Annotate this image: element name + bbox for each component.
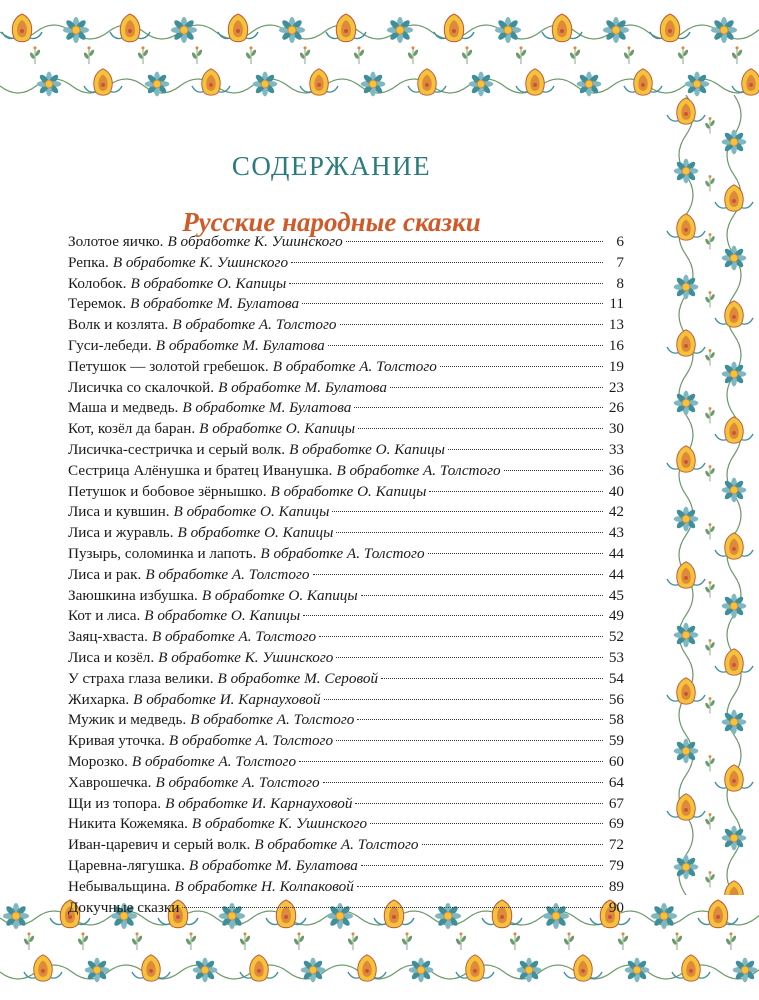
dot-leader <box>336 656 603 658</box>
floral-motif-icon <box>725 932 737 950</box>
floral-motif-icon <box>456 955 494 981</box>
toc-entry <box>68 544 624 565</box>
floral-motif-icon <box>617 932 629 950</box>
floral-motif-icon <box>704 117 715 133</box>
toc-entry-adaptation: В обработке М. Булатова <box>155 336 325 354</box>
dot-leader <box>319 635 603 637</box>
toc-entry-title: Кот и лиса. <box>68 607 141 625</box>
toc-entry-title: Колобок. <box>68 274 127 292</box>
toc-entry-adaptation: В обработке М. Булатова <box>188 856 358 874</box>
floral-motif-icon <box>667 214 705 240</box>
toc-entry-title: Лиса и козёл. <box>68 648 155 666</box>
floral-motif-icon <box>722 362 747 387</box>
toc-entry <box>68 627 624 648</box>
toc-entry-page-number: 58 <box>608 711 624 729</box>
dot-leader <box>336 531 603 533</box>
toc-entry-page-number: 40 <box>608 482 624 500</box>
toc-entry-title: Щи из топора. <box>68 794 162 812</box>
toc-entry-title: Петушок и бобовое зёрнышко. <box>68 482 267 500</box>
floral-motif-icon <box>145 72 170 97</box>
dot-leader <box>370 822 603 824</box>
toc-entry-page-number: 16 <box>608 336 624 354</box>
toc-entry-title: Лиса и рак. <box>68 565 142 583</box>
toc-entry-adaptation: В обработке И. Карнауховой <box>165 794 353 812</box>
floral-motif-icon <box>711 17 737 43</box>
toc-entry-adaptation: В обработке А. Толстого <box>155 773 320 791</box>
floral-motif-icon <box>624 69 662 95</box>
dot-leader <box>336 739 603 741</box>
toc-entry-title: Лиса и кувшин. <box>68 503 170 521</box>
toc-entry <box>68 710 624 731</box>
toc-entry-page-number: 30 <box>608 420 624 438</box>
floral-motif-icon <box>83 46 95 64</box>
floral-motif-icon <box>685 72 710 97</box>
toc-entry <box>68 502 624 523</box>
toc-entry <box>68 877 624 898</box>
floral-motif-icon <box>131 932 143 950</box>
dot-leader <box>357 885 603 887</box>
dot-leader <box>390 386 603 388</box>
floral-motif-icon <box>517 958 542 983</box>
dot-leader <box>361 594 603 596</box>
floral-motif-icon <box>37 72 62 97</box>
floral-motif-icon <box>667 330 705 356</box>
toc-entry <box>68 315 624 336</box>
toc-entry-page-number: 64 <box>608 773 624 791</box>
toc-entry-adaptation: В обработке А. Толстого <box>151 628 317 646</box>
dot-leader <box>358 427 603 429</box>
floral-motif-icon <box>185 932 197 950</box>
floral-motif-icon <box>218 14 258 42</box>
toc-entry <box>68 253 624 274</box>
toc-entry-title: Лисичка со скалочкой. <box>68 378 215 396</box>
toc-entry-page-number: 45 <box>608 586 624 604</box>
toc-entry <box>68 336 624 357</box>
toc-entry-adaptation: В обработке М. Булатова <box>218 378 388 396</box>
floral-motif-icon <box>110 14 150 42</box>
toc-entry-adaptation: В обработке О. Капицы <box>201 586 358 604</box>
toc-entry-adaptation: В обработке К. Ушинского <box>112 253 289 271</box>
floral-motif-icon <box>455 932 467 950</box>
floral-motif-icon <box>650 14 690 42</box>
toc-entry <box>68 586 624 607</box>
toc-entry-page-number: 59 <box>608 732 624 750</box>
floral-motif-icon <box>732 69 759 95</box>
toc-entry-title: Теремок. <box>68 295 127 313</box>
floral-motif-icon <box>63 17 89 43</box>
toc-entry <box>68 814 624 835</box>
dot-leader <box>328 344 603 346</box>
floral-motif-icon <box>651 903 677 929</box>
floral-motif-icon <box>515 46 527 64</box>
toc-entry-page-number: 11 <box>609 295 624 313</box>
floral-motif-icon <box>171 17 197 43</box>
dot-leader <box>422 843 603 845</box>
floral-motif-icon <box>704 697 715 713</box>
toc-entry-adaptation: В обработке О. Капицы <box>270 482 427 500</box>
toc-entry-title: Морозко. <box>68 752 128 770</box>
toc-entry-title: Заюшкина избушка. <box>68 586 198 604</box>
toc-entry <box>68 752 624 773</box>
dot-leader <box>299 760 603 762</box>
floral-motif-icon <box>667 98 705 124</box>
toc-entry-title: Хаврошечка. <box>68 773 152 791</box>
toc-entry-title: Сестрица Алёнушка и братец Иванушка. <box>68 461 333 479</box>
floral-motif-icon <box>434 14 474 42</box>
floral-motif-icon <box>569 46 581 64</box>
toc-entry <box>68 565 624 586</box>
toc-entry-title: Небывальщина. <box>68 877 171 895</box>
toc-entry <box>68 669 624 690</box>
table-of-contents <box>68 232 624 918</box>
toc-entry-page-number: 8 <box>616 274 624 292</box>
toc-entry <box>68 378 624 399</box>
toc-entry-adaptation: В обработке А. Толстого <box>260 544 425 562</box>
floral-motif-icon <box>704 581 715 597</box>
floral-motif-icon <box>671 932 683 950</box>
floral-motif-icon <box>722 246 747 271</box>
floral-motif-icon <box>77 932 89 950</box>
floral-motif-icon <box>240 955 278 981</box>
dot-leader <box>504 469 603 471</box>
floral-motif-icon <box>704 755 715 771</box>
toc-entry <box>68 898 624 919</box>
toc-entry-title: Иван-царевич и серый волк. <box>68 836 251 854</box>
toc-entry-adaptation: В обработке А. Толстого <box>168 732 334 750</box>
toc-entry-page-number: 42 <box>608 503 624 521</box>
dot-leader <box>361 864 603 866</box>
toc-entry-title: Лиса и журавль. <box>68 524 174 542</box>
floral-motif-icon <box>674 623 699 648</box>
toc-entry-page-number: 52 <box>608 628 624 646</box>
toc-entry-page-number: 6 <box>616 233 624 250</box>
toc-entry-title: Репка. <box>68 253 109 271</box>
toc-entry-title: Докучные сказки <box>68 898 180 916</box>
floral-motif-icon <box>24 955 62 981</box>
floral-motif-icon <box>469 72 494 97</box>
floral-motif-icon <box>326 14 366 42</box>
floral-motif-icon <box>563 932 575 950</box>
floral-motif-icon <box>674 507 699 532</box>
toc-entry-adaptation: В обработке А. Толстого <box>254 836 419 854</box>
toc-entry-adaptation: В обработке А. Толстого <box>145 565 310 583</box>
toc-entry-adaptation: В обработке А. Толстого <box>272 357 437 375</box>
floral-motif-icon <box>409 958 434 983</box>
toc-entry-title: Кот, козёл да баран. <box>68 420 196 438</box>
toc-entry-page-number: 44 <box>608 544 624 562</box>
floral-motif-icon <box>193 958 218 983</box>
floral-motif-icon <box>299 46 311 64</box>
toc-entry-adaptation: В обработке А. Толстого <box>172 316 337 334</box>
floral-motif-icon <box>698 900 738 928</box>
section-title: Русские народные сказки <box>182 207 481 238</box>
toc-entry-title: Мужик и медведь. <box>68 711 187 729</box>
toc-entry <box>68 773 624 794</box>
dot-leader <box>332 510 603 512</box>
toc-entry <box>68 294 624 315</box>
floral-motif-icon <box>408 69 446 95</box>
dot-leader <box>429 490 603 492</box>
toc-entry <box>68 419 624 440</box>
toc-entry-adaptation: В обработке И. Карнауховой <box>133 690 321 708</box>
floral-motif-icon <box>674 159 699 184</box>
floral-motif-icon <box>667 446 705 472</box>
toc-entry-adaptation: В обработке О. Капицы <box>289 440 445 458</box>
floral-motif-icon <box>253 72 278 97</box>
floral-motif-icon <box>715 185 753 211</box>
toc-entry-title: Кривая уточка. <box>68 732 165 750</box>
dot-leader <box>428 552 603 554</box>
floral-motif-icon <box>667 678 705 704</box>
toc-entry-title: Лисичка-сестричка и серый волк. <box>68 440 286 458</box>
floral-motif-icon <box>704 465 715 481</box>
floral-motif-icon <box>704 523 715 539</box>
toc-entry-adaptation: В обработке А. Толстого <box>131 752 297 770</box>
toc-entry-title: Пузырь, соломинка и лапоть. <box>68 544 257 562</box>
floral-motif-icon <box>704 407 715 423</box>
toc-entry-title: Жихарка. <box>68 690 130 708</box>
toc-entry-page-number: 69 <box>608 815 624 833</box>
toc-entry-adaptation: В обработке О. Капицы <box>130 274 287 292</box>
dot-leader <box>324 698 603 700</box>
toc-entry-page-number: 13 <box>608 316 624 334</box>
floral-motif-icon <box>715 649 753 675</box>
toc-entry-adaptation: В обработке А. Толстого <box>336 461 501 479</box>
toc-entry-page-number: 33 <box>608 440 624 458</box>
floral-motif-icon <box>387 17 413 43</box>
floral-motif-icon <box>674 855 699 880</box>
dot-leader <box>323 781 603 783</box>
toc-entry-title: Петушок — золотой гребешок. <box>68 357 269 375</box>
floral-motif-icon <box>245 46 257 64</box>
floral-motif-icon <box>722 130 747 155</box>
floral-motif-icon <box>704 291 715 307</box>
floral-motif-icon <box>293 932 305 950</box>
toc-entry-page-number: 90 <box>608 898 624 916</box>
toc-entry <box>68 232 624 253</box>
floral-motif-icon <box>407 46 419 64</box>
toc-entry-page-number: 53 <box>608 648 624 666</box>
toc-entry <box>68 648 624 669</box>
floral-motif-icon <box>300 69 338 95</box>
floral-motif-icon <box>672 955 710 981</box>
floral-motif-icon <box>361 72 386 97</box>
floral-motif-icon <box>715 765 753 791</box>
ornamental-border-top <box>0 0 759 110</box>
dot-leader <box>440 365 603 367</box>
toc-entry-page-number: 23 <box>608 378 624 396</box>
toc-entry-title: Никита Кожемяка. <box>68 815 188 833</box>
toc-entry-page-number: 43 <box>608 524 624 542</box>
toc-entry-title: У страха глаза велики. <box>68 669 214 687</box>
dot-leader <box>354 406 603 408</box>
floral-motif-icon <box>625 958 650 983</box>
floral-motif-icon <box>722 826 747 851</box>
toc-entry-adaptation: В обработке М. Серовой <box>217 669 379 687</box>
toc-entry <box>68 606 624 627</box>
toc-entry <box>68 835 624 856</box>
floral-motif-icon <box>733 958 758 983</box>
toc-entry <box>68 523 624 544</box>
floral-motif-icon <box>722 594 747 619</box>
toc-entry-adaptation: В обработке О. Капицы <box>173 503 330 521</box>
toc-entry-title: Золотое яичко. <box>68 233 164 250</box>
floral-motif-icon <box>495 17 521 43</box>
floral-motif-icon <box>715 533 753 559</box>
floral-motif-icon <box>715 417 753 443</box>
floral-motif-icon <box>722 478 747 503</box>
floral-motif-icon <box>704 349 715 365</box>
dot-leader <box>355 802 603 804</box>
floral-motif-icon <box>461 46 473 64</box>
dot-leader <box>289 282 603 284</box>
toc-entry <box>68 398 624 419</box>
floral-motif-icon <box>603 17 629 43</box>
floral-motif-icon <box>347 932 359 950</box>
toc-entry-adaptation: В обработке К. Ушинского <box>167 233 343 250</box>
floral-motif-icon <box>137 46 149 64</box>
toc-entry-title: Гуси-лебеди. <box>68 336 152 354</box>
toc-entry-page-number: 54 <box>608 669 624 687</box>
floral-motif-icon <box>674 391 699 416</box>
toc-entry-page-number: 49 <box>608 607 624 625</box>
floral-motif-icon <box>623 46 635 64</box>
floral-motif-icon <box>667 562 705 588</box>
toc-entry-page-number: 56 <box>608 690 624 708</box>
toc-entry-adaptation: В обработке А. Толстого <box>190 711 355 729</box>
toc-entry <box>68 690 624 711</box>
toc-entry-adaptation: В обработке К. Ушинского <box>191 815 368 833</box>
floral-motif-icon <box>667 794 705 820</box>
floral-motif-icon <box>674 739 699 764</box>
toc-entry-adaptation: В обработке К. Ушинского <box>158 648 334 666</box>
dot-leader <box>313 573 604 575</box>
toc-entry-adaptation: В обработке М. Булатова <box>130 295 300 313</box>
dot-leader <box>182 906 603 908</box>
toc-entry-page-number: 79 <box>608 856 624 874</box>
toc-entry-adaptation: В обработке М. Булатова <box>182 399 352 417</box>
dot-leader <box>381 677 603 679</box>
floral-motif-icon <box>704 175 715 191</box>
floral-motif-icon <box>85 958 110 983</box>
floral-motif-icon <box>2 14 42 42</box>
floral-motif-icon <box>29 46 41 64</box>
toc-entry-adaptation: В обработке О. Капицы <box>144 607 301 625</box>
toc-entry-page-number: 60 <box>608 752 624 770</box>
floral-motif-icon <box>731 46 743 64</box>
toc-entry-page-number: 7 <box>616 253 624 271</box>
toc-entry-page-number: 19 <box>608 357 624 375</box>
floral-motif-icon <box>704 813 715 829</box>
toc-entry <box>68 731 624 752</box>
toc-entry <box>68 357 624 378</box>
floral-motif-icon <box>509 932 521 950</box>
dot-leader <box>357 718 603 720</box>
floral-motif-icon <box>542 14 582 42</box>
floral-motif-icon <box>192 69 230 95</box>
toc-entry-adaptation: В обработке О. Капицы <box>199 420 356 438</box>
dot-leader <box>346 240 603 242</box>
floral-motif-icon <box>704 233 715 249</box>
toc-entry <box>68 440 624 461</box>
floral-motif-icon <box>704 639 715 655</box>
toc-entry <box>68 856 624 877</box>
dot-leader <box>448 448 603 450</box>
toc-entry-page-number: 36 <box>608 461 624 479</box>
toc-entry-title: Заяц-хваста. <box>68 628 148 646</box>
dot-leader <box>291 261 603 263</box>
toc-entry-page-number: 89 <box>608 877 624 895</box>
floral-motif-icon <box>84 69 122 95</box>
toc-entry-page-number: 72 <box>608 836 624 854</box>
toc-entry <box>68 461 624 482</box>
toc-entry-page-number: 44 <box>608 565 624 583</box>
floral-motif-icon <box>279 17 305 43</box>
floral-motif-icon <box>3 903 29 929</box>
floral-motif-icon <box>239 932 251 950</box>
floral-motif-icon <box>191 46 203 64</box>
toc-entry-page-number: 67 <box>608 794 624 812</box>
floral-motif-icon <box>401 932 413 950</box>
floral-motif-icon <box>722 710 747 735</box>
floral-motif-icon <box>674 275 699 300</box>
toc-entry-adaptation: В обработке О. Капицы <box>177 524 334 542</box>
toc-entry-page-number: 26 <box>608 399 624 417</box>
toc-entry <box>68 274 624 295</box>
floral-motif-icon <box>301 958 326 983</box>
floral-motif-icon <box>23 932 35 950</box>
ornament-canvas <box>0 0 759 110</box>
floral-motif-icon <box>677 46 689 64</box>
toc-entry-title: Царевна-лягушка. <box>68 856 185 874</box>
toc-entry-title: Маша и медведь. <box>68 399 179 417</box>
floral-motif-icon <box>516 69 554 95</box>
floral-motif-icon <box>577 72 602 97</box>
page-title: СОДЕРЖАНИЕ <box>231 151 432 182</box>
toc-entry <box>68 482 624 503</box>
toc-entry-adaptation: В обработке Н. Колпаковой <box>174 877 354 895</box>
dot-leader <box>340 323 604 325</box>
toc-entry-title: Волк и козлята. <box>68 316 169 334</box>
dot-leader <box>302 302 603 304</box>
floral-motif-icon <box>715 301 753 327</box>
dot-leader <box>303 614 603 616</box>
toc-entry <box>68 794 624 815</box>
floral-motif-icon <box>353 46 365 64</box>
